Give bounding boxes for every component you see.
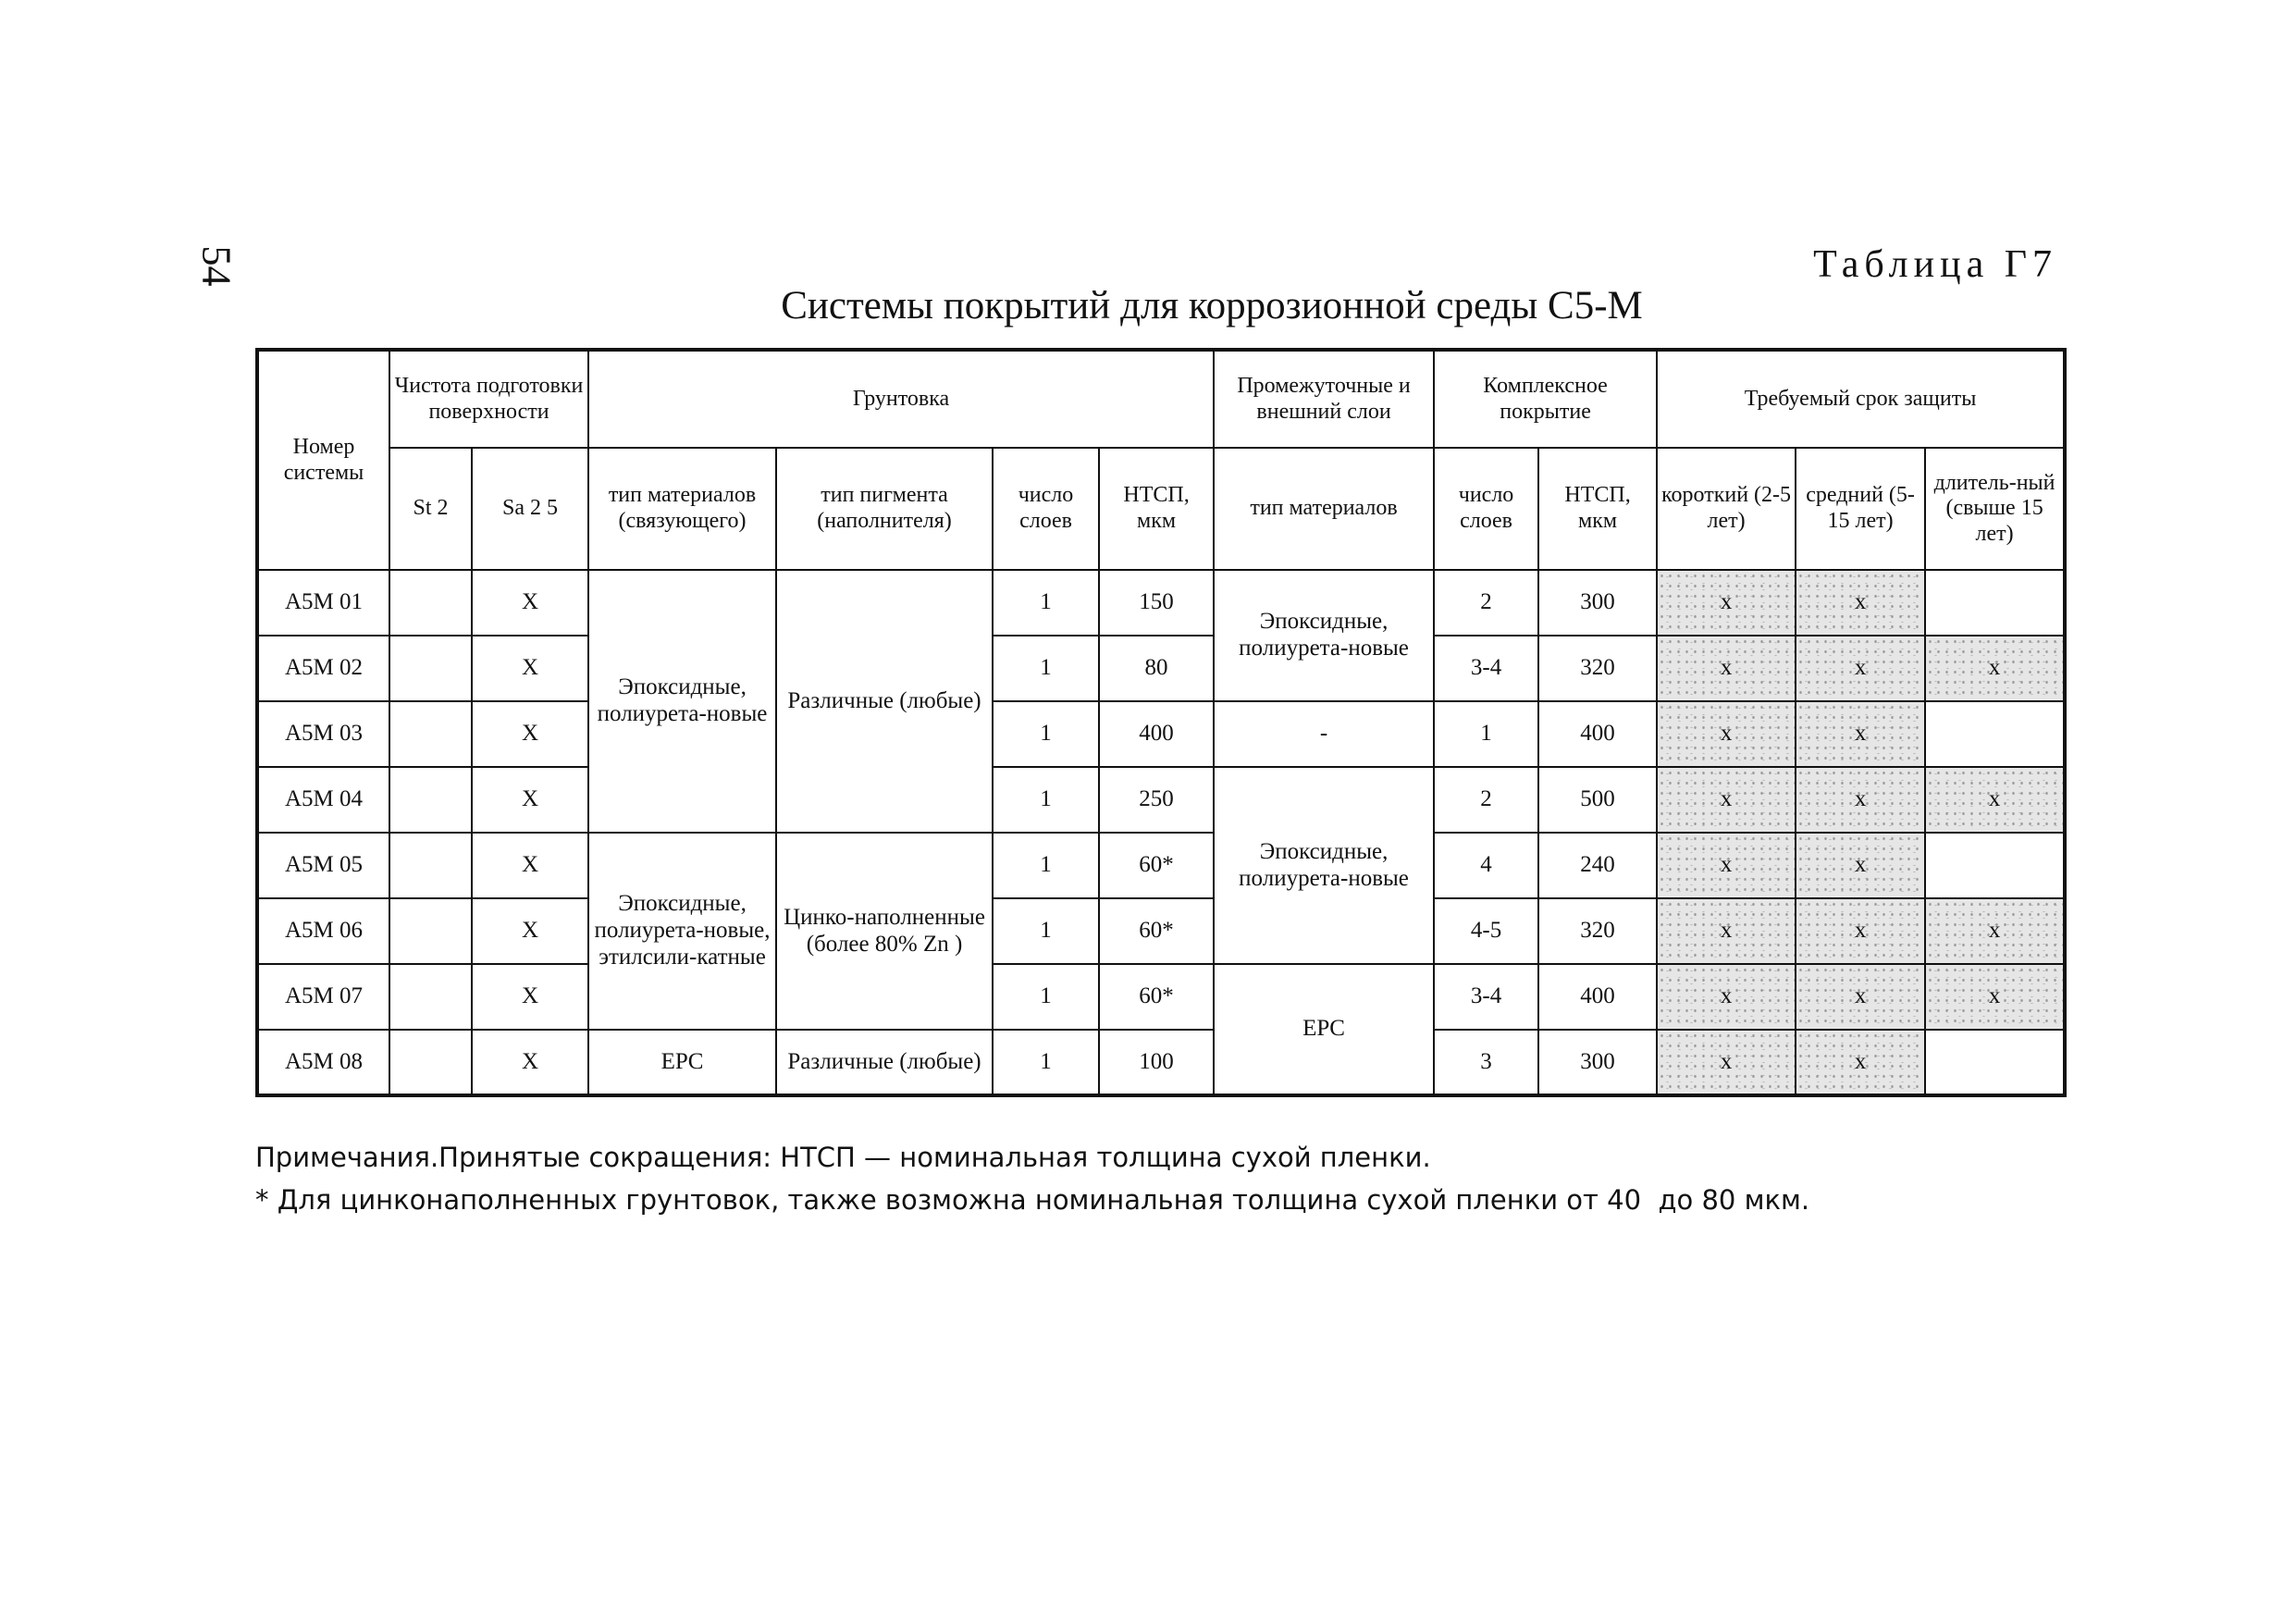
header-sa25: Sa 2 5 xyxy=(472,448,588,570)
cell-st2 xyxy=(389,898,472,964)
cell-id: A5M 07 xyxy=(257,964,389,1030)
cell-ntsp: 400 xyxy=(1099,701,1214,767)
header-layers: число слоев xyxy=(993,448,1099,570)
header-primer: Грунтовка xyxy=(588,350,1214,448)
cell-material-group1: Эпоксидные, полиурета-новые xyxy=(588,570,776,833)
cell-long: x xyxy=(1925,636,2065,701)
cell-short: x xyxy=(1657,701,1796,767)
cell-id: A5M 02 xyxy=(257,636,389,701)
cell-pigment-group2: Цинко-наполненные (более 80% Zn ) xyxy=(776,833,993,1030)
cell-inter-row3: - xyxy=(1214,701,1434,767)
table-row xyxy=(257,964,2065,1030)
cell-layers: 1 xyxy=(993,898,1099,964)
cell-c-layers: 3-4 xyxy=(1434,636,1538,701)
cell-long: x xyxy=(1925,767,2065,833)
cell-medium: x xyxy=(1796,701,1925,767)
cell-short: x xyxy=(1657,898,1796,964)
cell-st2 xyxy=(389,1030,472,1095)
cell-long xyxy=(1925,570,2065,636)
header-medium: средний (5-15 лет) xyxy=(1796,448,1925,570)
cell-pigment-row8: Различные (любые) xyxy=(776,1030,993,1095)
cell-c-ntsp: 320 xyxy=(1538,898,1657,964)
header-st2: St 2 xyxy=(389,448,472,570)
cell-medium: x xyxy=(1796,964,1925,1030)
cell-c-ntsp: 300 xyxy=(1538,1030,1657,1095)
cell-st2 xyxy=(389,570,472,636)
cell-c-ntsp: 400 xyxy=(1538,964,1657,1030)
cell-st2 xyxy=(389,767,472,833)
table-row xyxy=(257,701,2065,767)
cell-ntsp: 100 xyxy=(1099,1030,1214,1095)
cell-c-layers: 3-4 xyxy=(1434,964,1538,1030)
cell-c-layers: 1 xyxy=(1434,701,1538,767)
cell-sa25: X xyxy=(472,636,588,701)
cell-c-layers: 4-5 xyxy=(1434,898,1538,964)
cell-long xyxy=(1925,1030,2065,1095)
cell-sa25: X xyxy=(472,570,588,636)
cell-c-ntsp: 500 xyxy=(1538,767,1657,833)
cell-c-layers: 2 xyxy=(1434,767,1538,833)
cell-short: x xyxy=(1657,833,1796,898)
cell-c-ntsp: 240 xyxy=(1538,833,1657,898)
cell-sa25: X xyxy=(472,701,588,767)
table-row xyxy=(257,570,2065,636)
cell-c-ntsp: 400 xyxy=(1538,701,1657,767)
table-row xyxy=(257,636,2065,701)
header-intermediate: Промежуточные и внешний слои xyxy=(1214,350,1434,448)
cell-medium: x xyxy=(1796,636,1925,701)
cell-medium: x xyxy=(1796,1030,1925,1095)
cell-st2 xyxy=(389,636,472,701)
cell-sa25: X xyxy=(472,1030,588,1095)
header-system-number: Номер системы xyxy=(257,350,389,570)
header-short: короткий (2-5 лет) xyxy=(1657,448,1796,570)
cell-short: x xyxy=(1657,767,1796,833)
cell-id: A5M 01 xyxy=(257,570,389,636)
cell-id: A5M 06 xyxy=(257,898,389,964)
cell-long xyxy=(1925,833,2065,898)
cell-inter-group2: Эпоксидные, полиурета-новые xyxy=(1214,767,1434,964)
cell-medium: x xyxy=(1796,898,1925,964)
cell-medium: x xyxy=(1796,570,1925,636)
table-label: Таблица Г7 xyxy=(1813,243,2057,286)
header-intermediate-material: тип материалов xyxy=(1214,448,1434,570)
cell-long xyxy=(1925,701,2065,767)
page-number: 54 xyxy=(193,245,240,287)
cell-sa25: X xyxy=(472,767,588,833)
cell-layers: 1 xyxy=(993,636,1099,701)
header-surface-prep: Чистота подготовки поверхности xyxy=(389,350,588,448)
table-row xyxy=(257,1030,2065,1095)
cell-long: x xyxy=(1925,964,2065,1030)
cell-sa25: X xyxy=(472,833,588,898)
cell-sa25: X xyxy=(472,898,588,964)
cell-id: A5M 03 xyxy=(257,701,389,767)
coating-systems-table xyxy=(255,348,2067,1097)
table-title: Системы покрытий для коррозионной среды С5-М xyxy=(781,284,1643,328)
header-complex-layers: число слоев xyxy=(1434,448,1538,570)
cell-short: x xyxy=(1657,964,1796,1030)
cell-ntsp: 80 xyxy=(1099,636,1214,701)
cell-layers: 1 xyxy=(993,964,1099,1030)
cell-ntsp: 60* xyxy=(1099,833,1214,898)
cell-st2 xyxy=(389,833,472,898)
table-row xyxy=(257,767,2065,833)
cell-medium: x xyxy=(1796,767,1925,833)
cell-st2 xyxy=(389,964,472,1030)
header-complex: Комплексное покрытие xyxy=(1434,350,1657,448)
cell-inter-group3: EPC xyxy=(1214,964,1434,1095)
cell-c-ntsp: 320 xyxy=(1538,636,1657,701)
note-zinc-primers: * Для цинконаполненных грунтовок, также возможна номинальная толщина сухой пленки от 40 до 80 мкм. xyxy=(255,1184,1810,1216)
cell-layers: 1 xyxy=(993,701,1099,767)
header-long: длитель-ный (свыше 15 лет) xyxy=(1925,448,2065,570)
cell-ntsp: 250 xyxy=(1099,767,1214,833)
cell-layers: 1 xyxy=(993,570,1099,636)
cell-short: x xyxy=(1657,1030,1796,1095)
table-row xyxy=(257,898,2065,964)
cell-long: x xyxy=(1925,898,2065,964)
cell-layers: 1 xyxy=(993,833,1099,898)
cell-layers: 1 xyxy=(993,767,1099,833)
table-row xyxy=(257,833,2065,898)
cell-ntsp: 150 xyxy=(1099,570,1214,636)
cell-material-row8: EPC xyxy=(588,1030,776,1095)
header-protection: Требуемый срок защиты xyxy=(1657,350,2065,448)
header-material-type: тип материалов (связующего) xyxy=(588,448,776,570)
cell-st2 xyxy=(389,701,472,767)
cell-ntsp: 60* xyxy=(1099,964,1214,1030)
cell-id: A5M 04 xyxy=(257,767,389,833)
cell-inter-group1: Эпоксидные, полиурета-новые xyxy=(1214,570,1434,701)
cell-sa25: X xyxy=(472,964,588,1030)
cell-material-group2: Эпоксидные, полиурета-новые, этилсили-катные xyxy=(588,833,776,1030)
header-ntsp: НТСП, мкм xyxy=(1099,448,1214,570)
notes xyxy=(255,1136,1809,1221)
cell-c-ntsp: 300 xyxy=(1538,570,1657,636)
cell-id: A5M 05 xyxy=(257,833,389,898)
cell-short: x xyxy=(1657,570,1796,636)
cell-id: A5M 08 xyxy=(257,1030,389,1095)
cell-c-layers: 2 xyxy=(1434,570,1538,636)
header-pigment-type: тип пигмента (наполнителя) xyxy=(776,448,993,570)
cell-pigment-group1: Различные (любые) xyxy=(776,570,993,833)
cell-layers: 1 xyxy=(993,1030,1099,1095)
cell-medium: x xyxy=(1796,833,1925,898)
note-abbreviations: Примечания.Принятые сокращения: НТСП — номинальная толщина сухой пленки. xyxy=(255,1142,1431,1173)
cell-short: x xyxy=(1657,636,1796,701)
cell-c-layers: 4 xyxy=(1434,833,1538,898)
cell-ntsp: 60* xyxy=(1099,898,1214,964)
header-complex-ntsp: НТСП, мкм xyxy=(1538,448,1657,570)
cell-c-layers: 3 xyxy=(1434,1030,1538,1095)
